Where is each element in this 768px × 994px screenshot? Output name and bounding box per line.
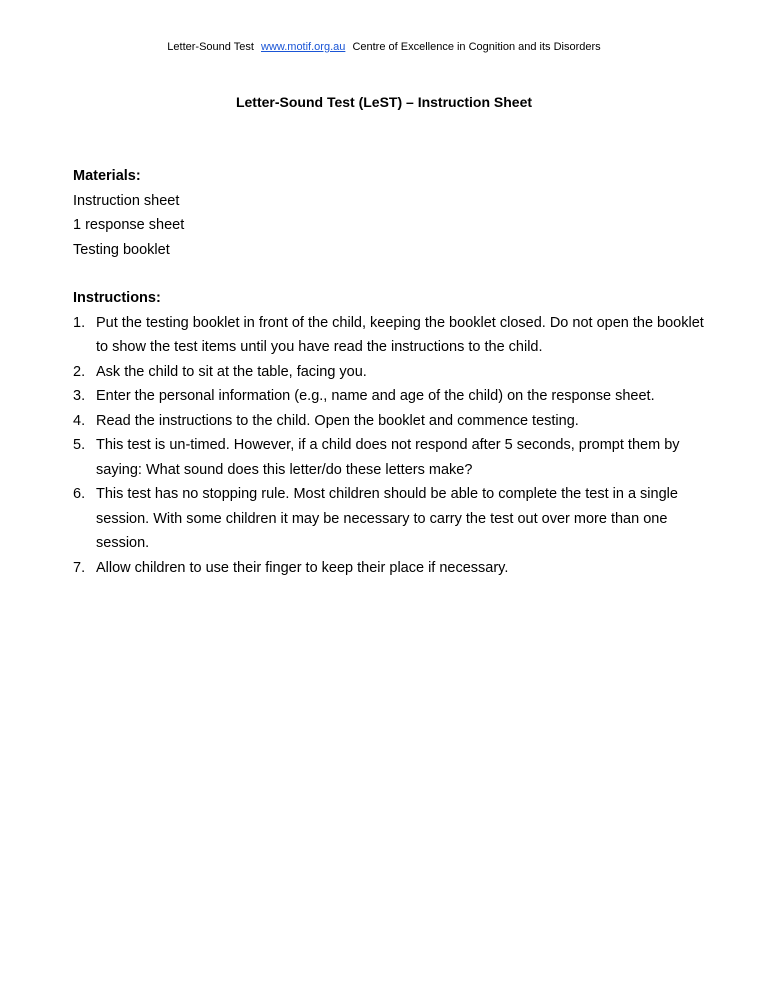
- instruction-item: [73, 311, 713, 360]
- instruction-number: 4.: [73, 412, 86, 429]
- document-title: Letter-Sound Test (LeST) – Instruction Sheet: [235, 94, 533, 110]
- instruction-number: 3.: [73, 388, 86, 404]
- instruction-number: 5.: [73, 437, 86, 453]
- instruction-item: [73, 409, 713, 434]
- instruction-item: [73, 360, 713, 385]
- instruction-item: [73, 556, 713, 581]
- instructions-heading: Instructions:: [73, 290, 161, 306]
- instruction-number: 1.: [73, 314, 86, 331]
- materials-list: [73, 189, 713, 263]
- header-test-name: Letter-Sound Test: [167, 41, 254, 53]
- instruction-text: Put the testing booklet in front of the child, keeping the booklet closed. Do not open the booklet to show the test items until you have read the instructions to the child.: [96, 314, 704, 355]
- instruction-item: [73, 433, 713, 482]
- materials-heading: Materials:: [73, 168, 141, 184]
- materials-item: Testing booklet: [73, 241, 170, 258]
- materials-item: Instruction sheet: [73, 192, 180, 209]
- section-spacer: [73, 262, 713, 286]
- instruction-text: Ask the child to sit at the table, facing you.: [96, 363, 367, 380]
- instruction-text: Read the instructions to the child. Open the booklet and commence testing.: [96, 412, 579, 429]
- instruction-number: 2.: [73, 363, 86, 380]
- instruction-number: 6.: [73, 486, 86, 502]
- instruction-text: This test is un-timed. However, if a child does not respond after 5 seconds, prompt them by saying: What sound does this letter/do these letters make?: [96, 437, 680, 478]
- instructions-list: [73, 311, 713, 581]
- instruction-item: [73, 482, 713, 556]
- header-organisation: Centre of Excellence in Cognition and its Disorders: [352, 41, 601, 53]
- header-website-link[interactable]: www.motif.org.au: [261, 41, 346, 53]
- materials-item: 1 response sheet: [73, 217, 185, 233]
- instruction-text: Enter the personal information (e.g., name and age of the child) on the response sheet.: [96, 388, 655, 404]
- document-body: [73, 164, 713, 580]
- page-header: [0, 41, 768, 54]
- instruction-number: 7.: [73, 559, 86, 576]
- instruction-item: [73, 384, 713, 409]
- instruction-text: Allow children to use their finger to keep their place if necessary.: [96, 559, 509, 576]
- instruction-text: This test has no stopping rule. Most children should be able to complete the test in a single session. With some children it may be necessary to carry the test out over more than one session.: [96, 486, 678, 551]
